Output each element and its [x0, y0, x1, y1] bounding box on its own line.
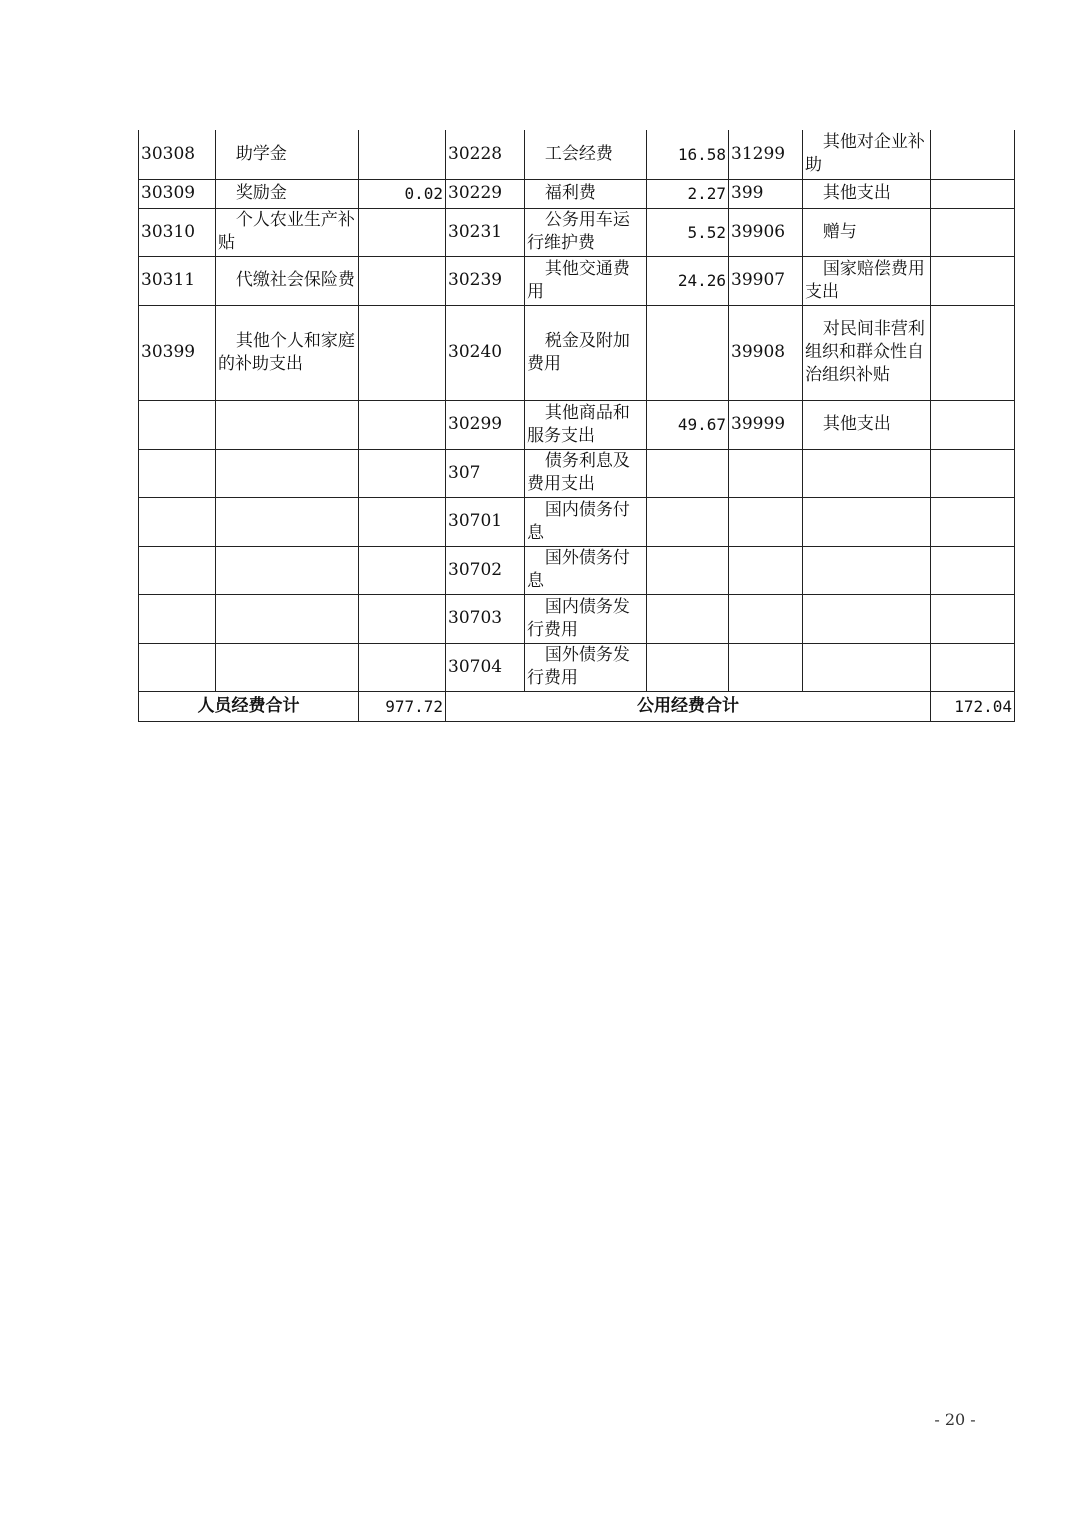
table-row: [139, 305, 1015, 400]
name-cell: [216, 643, 359, 691]
personnel-total-value: 977.72: [359, 691, 446, 721]
code-cell: 39999: [729, 400, 803, 449]
totals-row: [139, 691, 1015, 721]
code-cell: 30308: [139, 130, 216, 179]
page-number: - 20 -: [934, 1410, 976, 1429]
table-row: [139, 546, 1015, 594]
name-cell: 国内债务付息: [525, 497, 647, 546]
name-cell: 国内债务发行费用: [525, 594, 647, 643]
name-cell: 赠与: [803, 208, 931, 256]
name-cell: [803, 594, 931, 643]
name-cell: [803, 449, 931, 497]
public-total-value: 172.04: [931, 691, 1015, 721]
code-cell: 30701: [446, 497, 525, 546]
code-cell: 30702: [446, 546, 525, 594]
code-cell: [139, 546, 216, 594]
amount-cell: [359, 497, 446, 546]
code-cell: 30240: [446, 305, 525, 400]
code-cell: 39907: [729, 256, 803, 305]
amount-cell: [931, 208, 1015, 256]
table-body: [139, 130, 1015, 721]
amount-cell: [359, 546, 446, 594]
name-cell: 其他交通费用: [525, 256, 647, 305]
code-cell: 39908: [729, 305, 803, 400]
name-cell: 助学金: [216, 130, 359, 179]
amount-cell: [931, 643, 1015, 691]
name-cell: 工会经费: [525, 130, 647, 179]
public-total-label: 公用经费合计: [446, 691, 931, 721]
name-cell: 国外债务付息: [525, 546, 647, 594]
name-cell: 其他对企业补助: [803, 130, 931, 179]
amount-cell: [359, 256, 446, 305]
table-row: [139, 256, 1015, 305]
name-cell: 国家赔偿费用支出: [803, 256, 931, 305]
name-cell: 税金及附加费用: [525, 305, 647, 400]
amount-cell: [359, 643, 446, 691]
code-cell: 31299: [729, 130, 803, 179]
code-cell: [139, 449, 216, 497]
code-cell: 307: [446, 449, 525, 497]
amount-cell: [359, 400, 446, 449]
name-cell: 奖励金: [216, 179, 359, 208]
name-cell: 个人农业生产补贴: [216, 208, 359, 256]
amount-cell: [647, 497, 729, 546]
amount-cell: [359, 305, 446, 400]
code-cell: 30704: [446, 643, 525, 691]
name-cell: 其他商品和服务支出: [525, 400, 647, 449]
amount-cell: [931, 305, 1015, 400]
code-cell: [139, 497, 216, 546]
code-cell: [729, 449, 803, 497]
amount-cell: 5.52: [647, 208, 729, 256]
code-cell: 30228: [446, 130, 525, 179]
amount-cell: [359, 208, 446, 256]
name-cell: 其他支出: [803, 400, 931, 449]
amount-cell: [931, 546, 1015, 594]
amount-cell: [647, 546, 729, 594]
expenditure-table: [138, 130, 1015, 722]
name-cell: [216, 594, 359, 643]
name-cell: [803, 643, 931, 691]
amount-cell: 24.26: [647, 256, 729, 305]
code-cell: 30239: [446, 256, 525, 305]
code-cell: [139, 400, 216, 449]
code-cell: 30399: [139, 305, 216, 400]
amount-cell: [931, 179, 1015, 208]
amount-cell: 0.02: [359, 179, 446, 208]
code-cell: 30311: [139, 256, 216, 305]
name-cell: 其他个人和家庭的补助支出: [216, 305, 359, 400]
code-cell: 30703: [446, 594, 525, 643]
amount-cell: 2.27: [647, 179, 729, 208]
table-row: [139, 208, 1015, 256]
amount-cell: 16.58: [647, 130, 729, 179]
name-cell: [803, 546, 931, 594]
amount-cell: [931, 594, 1015, 643]
amount-cell: [931, 497, 1015, 546]
amount-cell: [359, 594, 446, 643]
name-cell: [216, 449, 359, 497]
amount-cell: [359, 130, 446, 179]
table-row: [139, 449, 1015, 497]
amount-cell: [931, 449, 1015, 497]
name-cell: [216, 546, 359, 594]
amount-cell: [359, 449, 446, 497]
name-cell: [216, 497, 359, 546]
name-cell: [803, 497, 931, 546]
name-cell: 公务用车运行维护费: [525, 208, 647, 256]
table-row: [139, 643, 1015, 691]
name-cell: 国外债务发行费用: [525, 643, 647, 691]
code-cell: 30310: [139, 208, 216, 256]
code-cell: 399: [729, 179, 803, 208]
table-row: [139, 400, 1015, 449]
code-cell: 30309: [139, 179, 216, 208]
code-cell: [729, 546, 803, 594]
amount-cell: [647, 643, 729, 691]
code-cell: [139, 594, 216, 643]
code-cell: [729, 643, 803, 691]
amount-cell: [931, 400, 1015, 449]
code-cell: [729, 497, 803, 546]
code-cell: [139, 643, 216, 691]
name-cell: [216, 400, 359, 449]
amount-cell: [647, 449, 729, 497]
table-row: [139, 594, 1015, 643]
table-row: [139, 497, 1015, 546]
name-cell: 其他支出: [803, 179, 931, 208]
amount-cell: 49.67: [647, 400, 729, 449]
table-row: [139, 179, 1015, 208]
personnel-total-label: 人员经费合计: [139, 691, 359, 721]
table-row: [139, 130, 1015, 179]
name-cell: 对民间非营利组织和群众性自治组织补贴: [803, 305, 931, 400]
code-cell: 30229: [446, 179, 525, 208]
amount-cell: [931, 130, 1015, 179]
code-cell: 30231: [446, 208, 525, 256]
code-cell: 39906: [729, 208, 803, 256]
name-cell: 福利费: [525, 179, 647, 208]
amount-cell: [931, 256, 1015, 305]
code-cell: [729, 594, 803, 643]
name-cell: 代缴社会保险费: [216, 256, 359, 305]
name-cell: 债务利息及费用支出: [525, 449, 647, 497]
code-cell: 30299: [446, 400, 525, 449]
amount-cell: [647, 305, 729, 400]
amount-cell: [647, 594, 729, 643]
